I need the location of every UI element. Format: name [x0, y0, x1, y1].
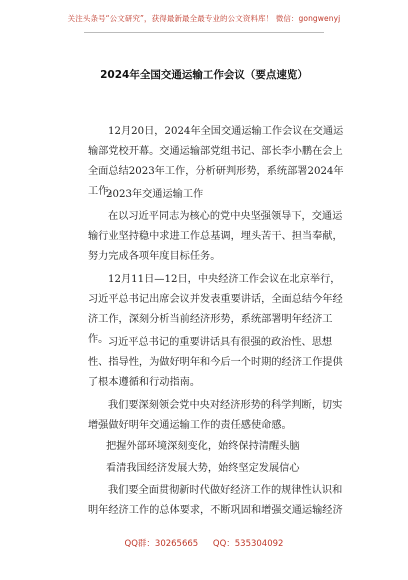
paragraph-opening: 12月20日，2024年全国交通运输工作会议在交通运输部党校开幕。交通运输部党组书记、部长李小鹏在会上全面总结2023年工作，分析研判形势，系统部署2024年工作。 — [88, 126, 344, 197]
paragraph-economic-meeting: 12月11日—12日，中央经济工作会议在北京举行，习近平总书记出席会议并发表重要讲话，全面总结今年经济工作，深刻分析当前经济形势，系统部署明年经济工作。 — [88, 274, 343, 345]
section-heading-2023: 2023年交通运输工作 — [106, 189, 204, 200]
document-title: 2024年全国交通运输工作会议（要点速览） — [100, 69, 308, 81]
subheading-external-environment: 把握外部环境深刻变化，始终保持清醒头脑 — [106, 441, 300, 452]
footer-qq-number: QQ：535304092 — [212, 539, 284, 549]
footer-contact — [0, 537, 408, 549]
paragraph-leadership: 在以习近平同志为核心的党中央坚强领导下，交通运输行业坚持稳中求进工作总基调，埋头苦干、担当奉献，努力完成各项年度目标任务。 — [88, 211, 343, 262]
header-divider — [84, 32, 324, 33]
top-banner: 关注头条号“公文研究”，获得最新最全最专业的公文资料库！ 微信：gongwenyj — [67, 14, 341, 23]
paragraph-responsibility: 我们要深刻领会党中央对经济形势的科学判断，切实增强做好明年交通运输工作的责任感使命感。 — [88, 400, 343, 431]
paragraph-speech-significance: 习近平总书记的重要讲话具有很强的政治性、思想性、指导性，为做好明年和今后一个时期的经济工作提供了根本遵循和行动指南。 — [88, 337, 343, 388]
paragraph-general-requirements: 我们要全面贯彻新时代做好经济工作的规律性认识和明年经济工作的总体要求，不断巩固和增强交通运输经济 — [88, 485, 343, 516]
subheading-development-trend: 看清我国经济发展大势，始终坚定发展信心 — [106, 463, 300, 474]
footer-qq-group: QQ群：30265665 — [124, 539, 199, 549]
